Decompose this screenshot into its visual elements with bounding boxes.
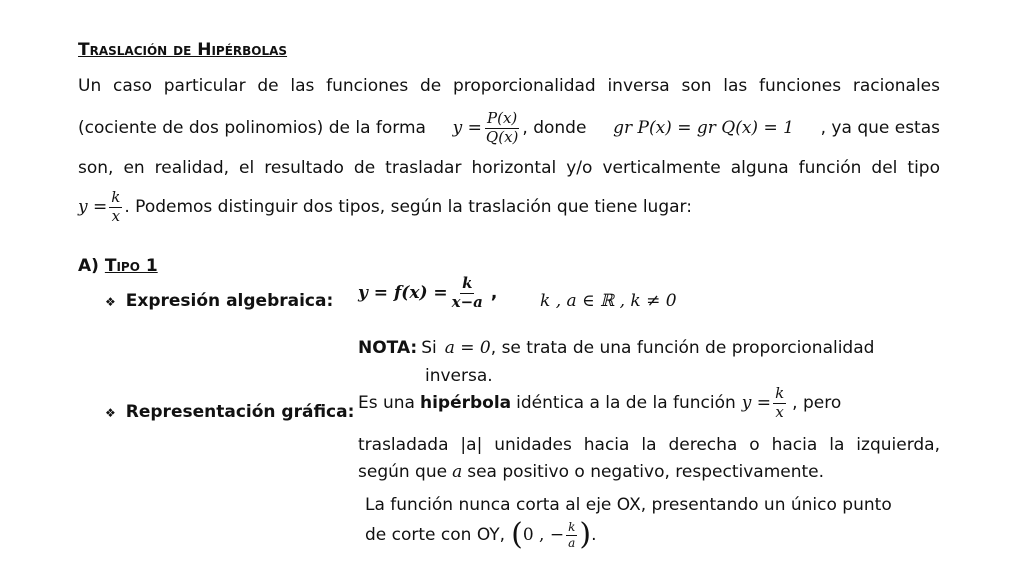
page-title: Traslación de Hipérbolas: [78, 40, 288, 60]
repr-l5-a: de corte con OY,: [365, 525, 506, 545]
diamond-bullet-icon: ❖: [105, 295, 116, 309]
repr-l3-a: según que: [358, 462, 448, 482]
diamond-bullet-icon: ❖: [105, 406, 116, 420]
intro-line-2-text-b: , donde: [522, 118, 587, 139]
fraction-denominator: a: [568, 535, 576, 550]
repr-l1-bold: hipérbola: [419, 393, 512, 414]
fraction-numerator: k: [568, 519, 576, 534]
nota-condition: a = 0: [444, 338, 491, 358]
fraction-numerator: P(x): [487, 109, 518, 127]
repr-line-3: [358, 462, 824, 482]
repr-l1-c: , pero: [792, 393, 842, 414]
fraction-numerator: k: [111, 188, 121, 206]
repr-l1-a: Es una: [358, 393, 415, 414]
intro-degree-condition: gr P(x) = gr Q(x) = 1: [613, 118, 794, 139]
intro-line-4-text: . Podemos distinguir dos tipos, según la traslación que tiene lugar:: [124, 197, 692, 218]
repr-label: Representación gráfica:: [125, 402, 355, 422]
repr-y-eq: y =: [741, 393, 772, 414]
nota-text-1: Si: [421, 338, 437, 358]
repr-l3-b: sea positivo o negativo, respectivamente.: [467, 462, 825, 482]
intro-line-1: Un caso particular de las funciones de proporcionalidad inversa son las funciones racionales: [78, 76, 940, 96]
left-paren-icon: (: [511, 517, 523, 552]
repr-l1-b: idéntica a la de la función: [516, 393, 736, 414]
fraction-numerator: k: [462, 274, 473, 292]
tipo-label: Tipo 1: [104, 256, 158, 276]
tipo-heading: [78, 256, 158, 276]
intro-line-2-text-a: (cociente de dos polinomios) de la forma: [78, 118, 426, 139]
repr-label-row: [105, 402, 354, 422]
fraction-denominator: x: [111, 206, 121, 225]
repr-l3-var: a: [452, 462, 463, 482]
intro-line-4: [78, 190, 692, 225]
repr-fraction-kx: [773, 386, 786, 421]
repr-line-4: La función nunca corta al eje OX, presentando un único punto: [365, 495, 892, 515]
expr-label: Expresión algebraica:: [125, 291, 334, 311]
intro-y-eq-2: y =: [78, 197, 108, 218]
intro-line-2: [78, 111, 940, 146]
fraction-denominator: x: [775, 402, 784, 421]
intro-formula-pq: [453, 111, 587, 146]
repr-l5-end: .: [591, 525, 597, 545]
expr-formula: [358, 276, 497, 311]
fraction-denominator: Q(x): [485, 127, 519, 146]
expr-lhs: y = f(x) =: [358, 283, 448, 304]
expr-condition: k , a ∈ ℝ , k ≠ 0: [540, 291, 677, 311]
right-paren-icon: ): [579, 517, 592, 552]
repr-line-2: trasladada |a| unidades hacia la derecha o hacia la izquierda,: [358, 435, 940, 455]
intro-line-2-text-c: , ya que estas: [820, 118, 940, 139]
tipo-prefix: A): [78, 256, 99, 276]
nota-label: NOTA:: [358, 338, 418, 358]
repr-fraction-ka: [566, 521, 577, 549]
nota-row: [358, 338, 874, 358]
intro-fraction-kx: [109, 190, 122, 225]
nota-text-2: , se trata de una función de proporcionalidad: [490, 338, 875, 358]
expr-comma: ,: [490, 283, 498, 304]
repr-line-5: [365, 517, 597, 552]
repr-line-1: [358, 386, 841, 421]
intro-fraction-pq: [484, 111, 520, 146]
repr-point-x: 0 , −: [522, 525, 565, 545]
intro-line-3: son, en realidad, el resultado de trasladar horizontal y/o verticalmente alguna función del tipo: [78, 158, 940, 178]
nota-text-3: inversa.: [425, 366, 493, 386]
fraction-numerator: k: [775, 384, 785, 402]
expr-fraction: [450, 276, 485, 311]
fraction-denominator: x−a: [451, 292, 483, 311]
intro-y-eq: y =: [452, 118, 482, 139]
expr-label-row: [105, 291, 333, 311]
